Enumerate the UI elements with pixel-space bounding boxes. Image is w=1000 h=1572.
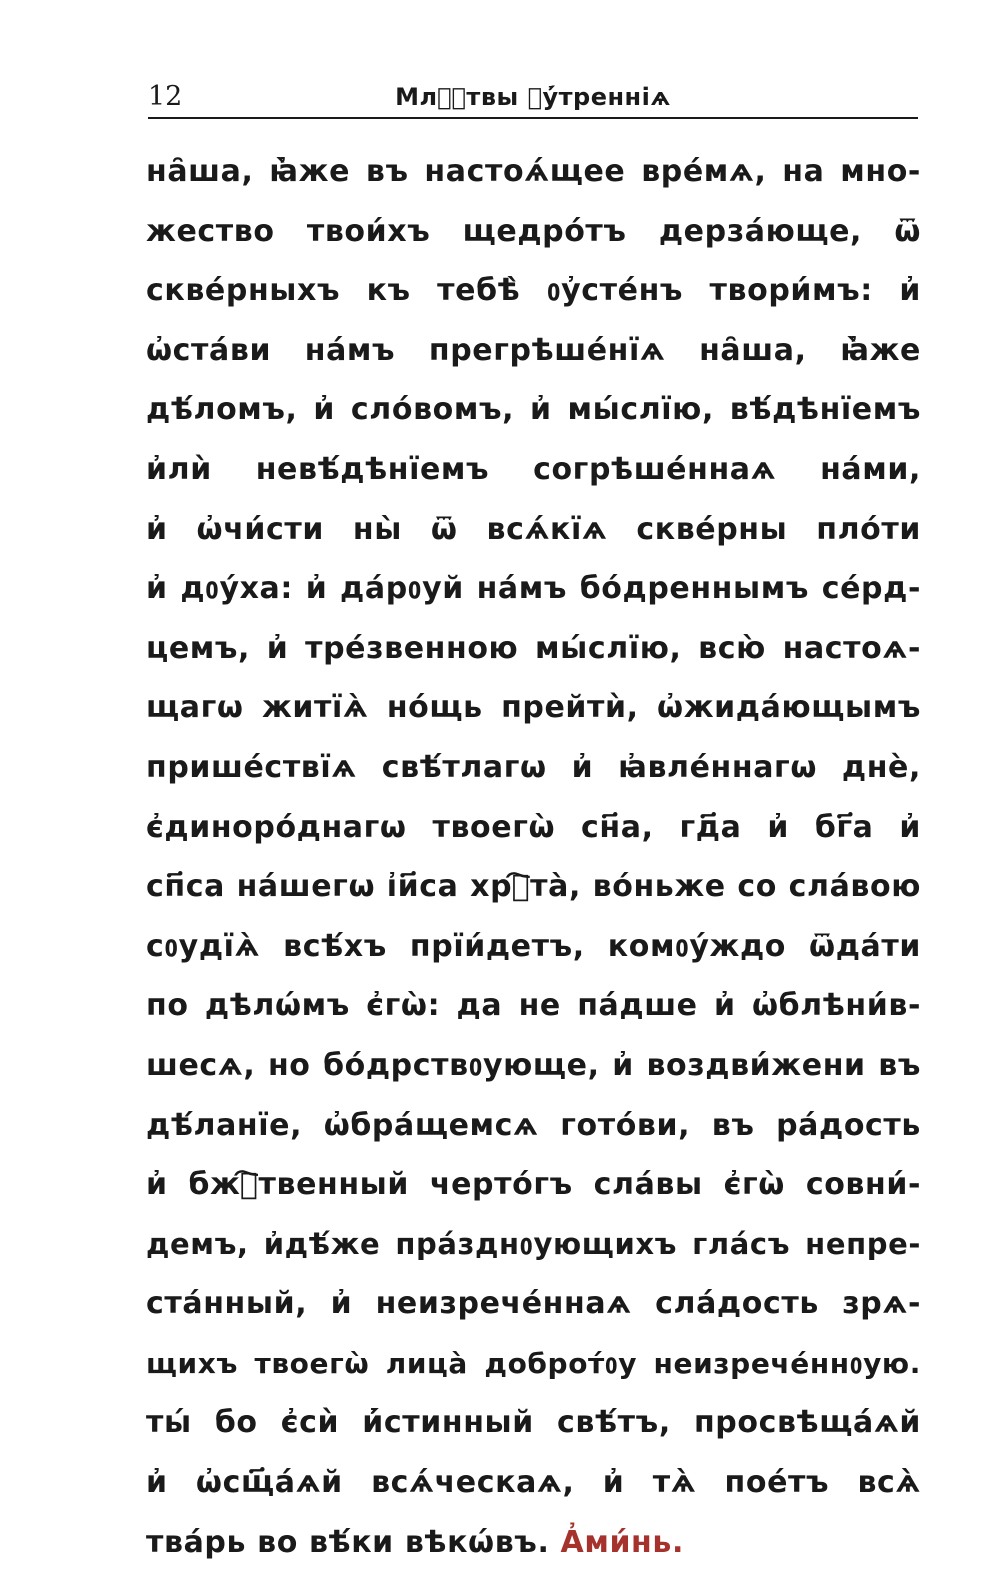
amen-rubric: А҆ми́нь. [560, 1524, 684, 1560]
text-line: жество твои́хъ щедро́тъ дерза́юще, ѿ [146, 213, 921, 249]
text-line-final [146, 1513, 921, 1572]
text-line: сᲂудїѧ̀ всѣ́хъ прїи́детъ, комᲂу́ждо ѿда́ти [146, 928, 921, 964]
text-line: сп҃са на́шегѡ і҆и҃са хрⷭ҇та̀, во́ньже со сла́вою [146, 869, 921, 905]
text-line: скве́рныхъ къ тебѣ̀ ᲂу҆сте́нъ твори́мъ: и҆ [146, 273, 921, 309]
text-line: по дѣлѡ́мъ є҆гѡ̀: да не па́дше и҆ ѡ҆блѣни́в- [146, 988, 921, 1024]
text-line: прише́ствїѧ свѣ́тлагѡ и҆ ꙗ҆вле́ннагѡ днѐ, [146, 749, 921, 785]
text-line: ты́ бо є҆сѝ и҆́стинный свѣ́тъ, просвѣща́ѧй [146, 1405, 921, 1441]
text-line: ста́нный, и҆ неизрече́ннаѧ сла́дость зрѧ- [146, 1286, 921, 1322]
text-line: на̑ша, ꙗ҆̀же въ настоѧ́щее вре́мѧ, на мно- [146, 154, 921, 189]
text-line: и҆ дᲂу́ха: и҆ да́рᲂуй на́мъ бо́дреннымъ се́рд- [146, 571, 921, 607]
text-line: шесѧ, но бо́дрствᲂующе, и҆ воздви́жени въ [146, 1047, 921, 1083]
text-line: дѣ́ломъ, и҆ сло́вомъ, и҆ мы́слїю, вѣ́дѣнїемъ [146, 392, 921, 428]
text-line: щагѡ житїѧ̀ но́щь прейтѝ, ѡ҆жида́ющымъ [146, 690, 921, 726]
text-line: и҆ ѡ҆чи́сти ны̀ ѿ всѧ́кїѧ скве́рны пло́ти [146, 511, 921, 547]
page-number: 12 [148, 81, 183, 112]
text-line: и҆ бжⷭ҇твенный черто́гъ сла́вы є҆гѡ̀ совни́- [146, 1167, 921, 1203]
text-line: цемъ, и҆ тре́звенною мы́слїю, всю̀ настоѧ- [146, 630, 921, 666]
text-line: щихъ твоегѡ̀ лица̀ доброт́ᲂу неизрече́ннᲂую. [146, 1346, 921, 1380]
text-line: демъ, и҆дѣ́же пра́зднᲂующихъ гла́съ непре- [146, 1226, 921, 1261]
text-line: и҆лѝ невѣ́дѣнїемъ согрѣше́ннаѧ на́ми, [146, 451, 921, 487]
final-line-text: тва́рь во вѣ́ки вѣкѡ́въ. [146, 1524, 550, 1560]
header-rule [148, 117, 918, 119]
prayer-text [146, 142, 921, 1572]
text-line: и҆ ѡ҆сщ҃а́ѧй всѧ́ческаѧ, и҆ тѧ̀ пое́тъ всѧ̀ [146, 1465, 921, 1501]
text-line: є҆диноро́днагѡ твоегѡ̀ сн҃а, гд҃а и҆ бг҃а и҆ [146, 809, 921, 845]
text-line: дѣ́ланїе, ѡ҆бра́щемсѧ гото́ви, въ ра́дость [146, 1107, 921, 1143]
page-header [148, 78, 918, 118]
text-line: ѡ҆ста́ви на́мъ прегрѣше́нїѧ на̑ша, ꙗ҆̀же [146, 332, 921, 368]
running-title: Млⷭⷮтвы ᲂу҆́тренніѧ [395, 83, 671, 111]
